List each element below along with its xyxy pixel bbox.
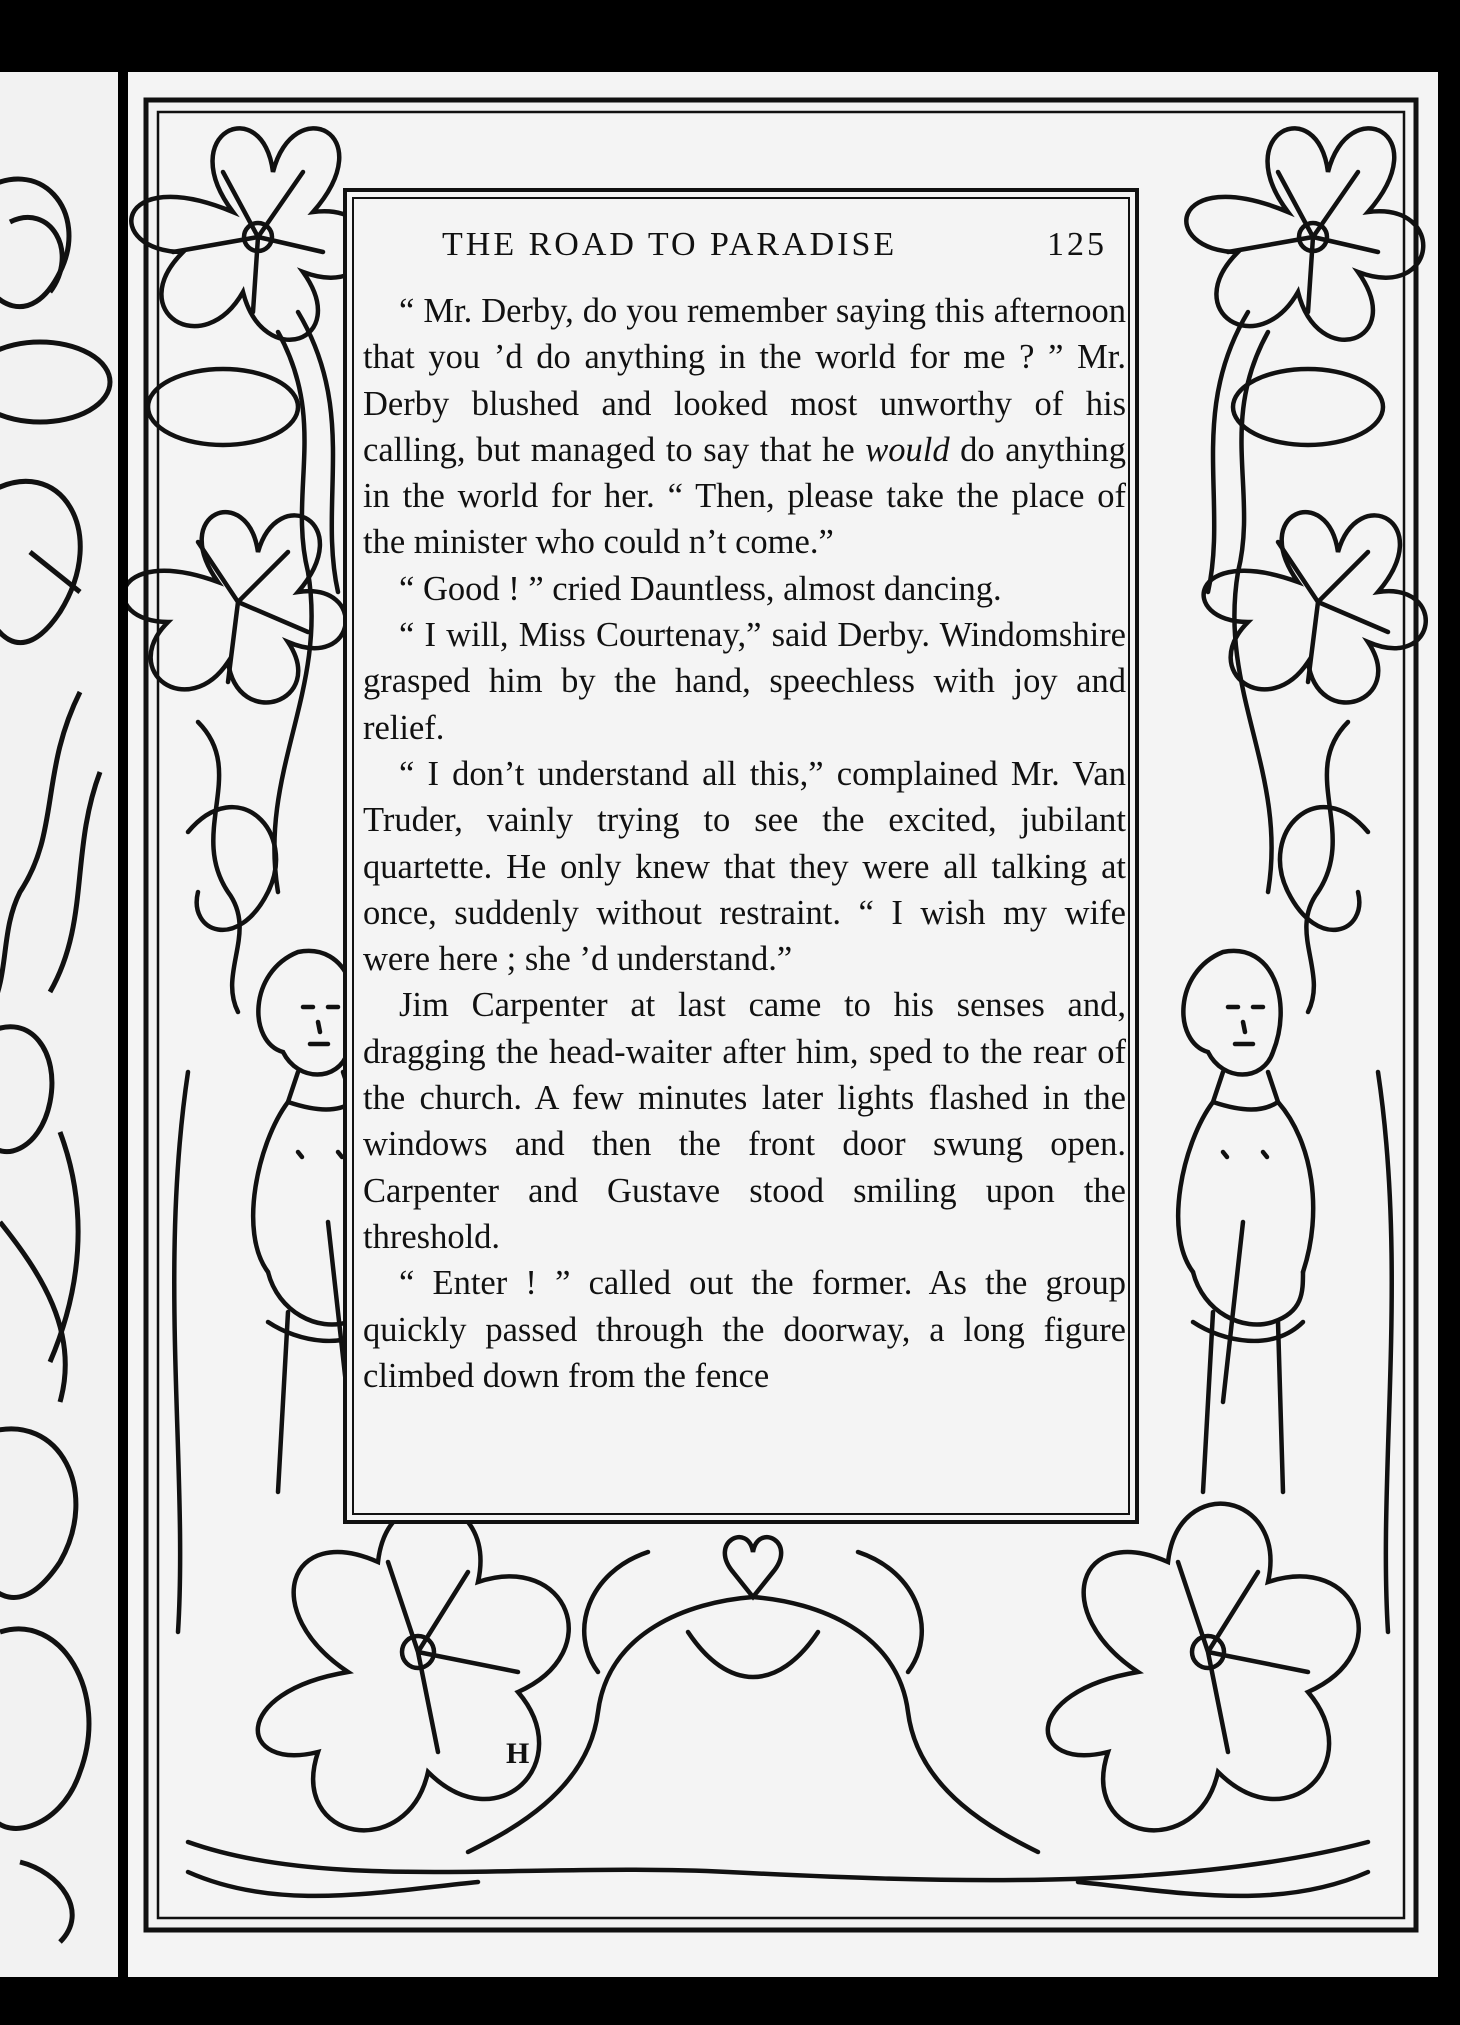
paragraph-4: “ I don’t understand all this,” complained Mr. Van Truder, vainly trying to see the excited, jubilant quartette. He only knew that they were all talking at once, suddenly without restraint. “ I wish my wife were here ; she ’d understand.”: [363, 754, 1126, 979]
page-number: 125: [1047, 226, 1107, 263]
paragraph-1: [363, 288, 1126, 566]
running-header: [442, 226, 1107, 264]
paragraph-1-text-b: do anything in the world for her. “ Then, please take the place of the minister who could n’t come.”: [363, 430, 1126, 562]
paragraph-1-emphasis: would: [865, 430, 950, 469]
body-text: [363, 288, 1126, 1399]
paragraph-2: “ Good ! ” cried Dauntless, almost dancing.: [399, 569, 1002, 608]
adjacent-page-edge: [0, 72, 118, 1977]
running-title: THE ROAD TO PARADISE: [442, 226, 898, 263]
paragraph-6: “ Enter ! ” called out the former. As the group quickly passed through the doorway, a long figure climbed down from the fence: [363, 1264, 1126, 1395]
book-page: [128, 72, 1438, 1977]
adjacent-page-ornament: [0, 72, 118, 1977]
paragraph-5: Jim Carpenter at last came to his senses and, dragging the head-waiter after him, sped to the rear of the church. A few minutes later lights flashed in the windows and then the front door swung open. Carpenter and Gustave stood smiling upon the threshold.: [363, 986, 1126, 1256]
paragraph-3: “ I will, Miss Courtenay,” said Derby. Windomshire grasped him by the hand, speechless with joy and relief.: [363, 616, 1126, 747]
text-frame: [343, 188, 1139, 1524]
illustrator-monogram: H: [506, 1737, 530, 1770]
paragraph-1-text-a: “ Mr. Derby, do you remember saying this afternoon that you ’d do anything in the world for me ? ” Mr. Derby blushed and looked most unworthy of his calling, but managed to say that he: [363, 292, 1126, 469]
